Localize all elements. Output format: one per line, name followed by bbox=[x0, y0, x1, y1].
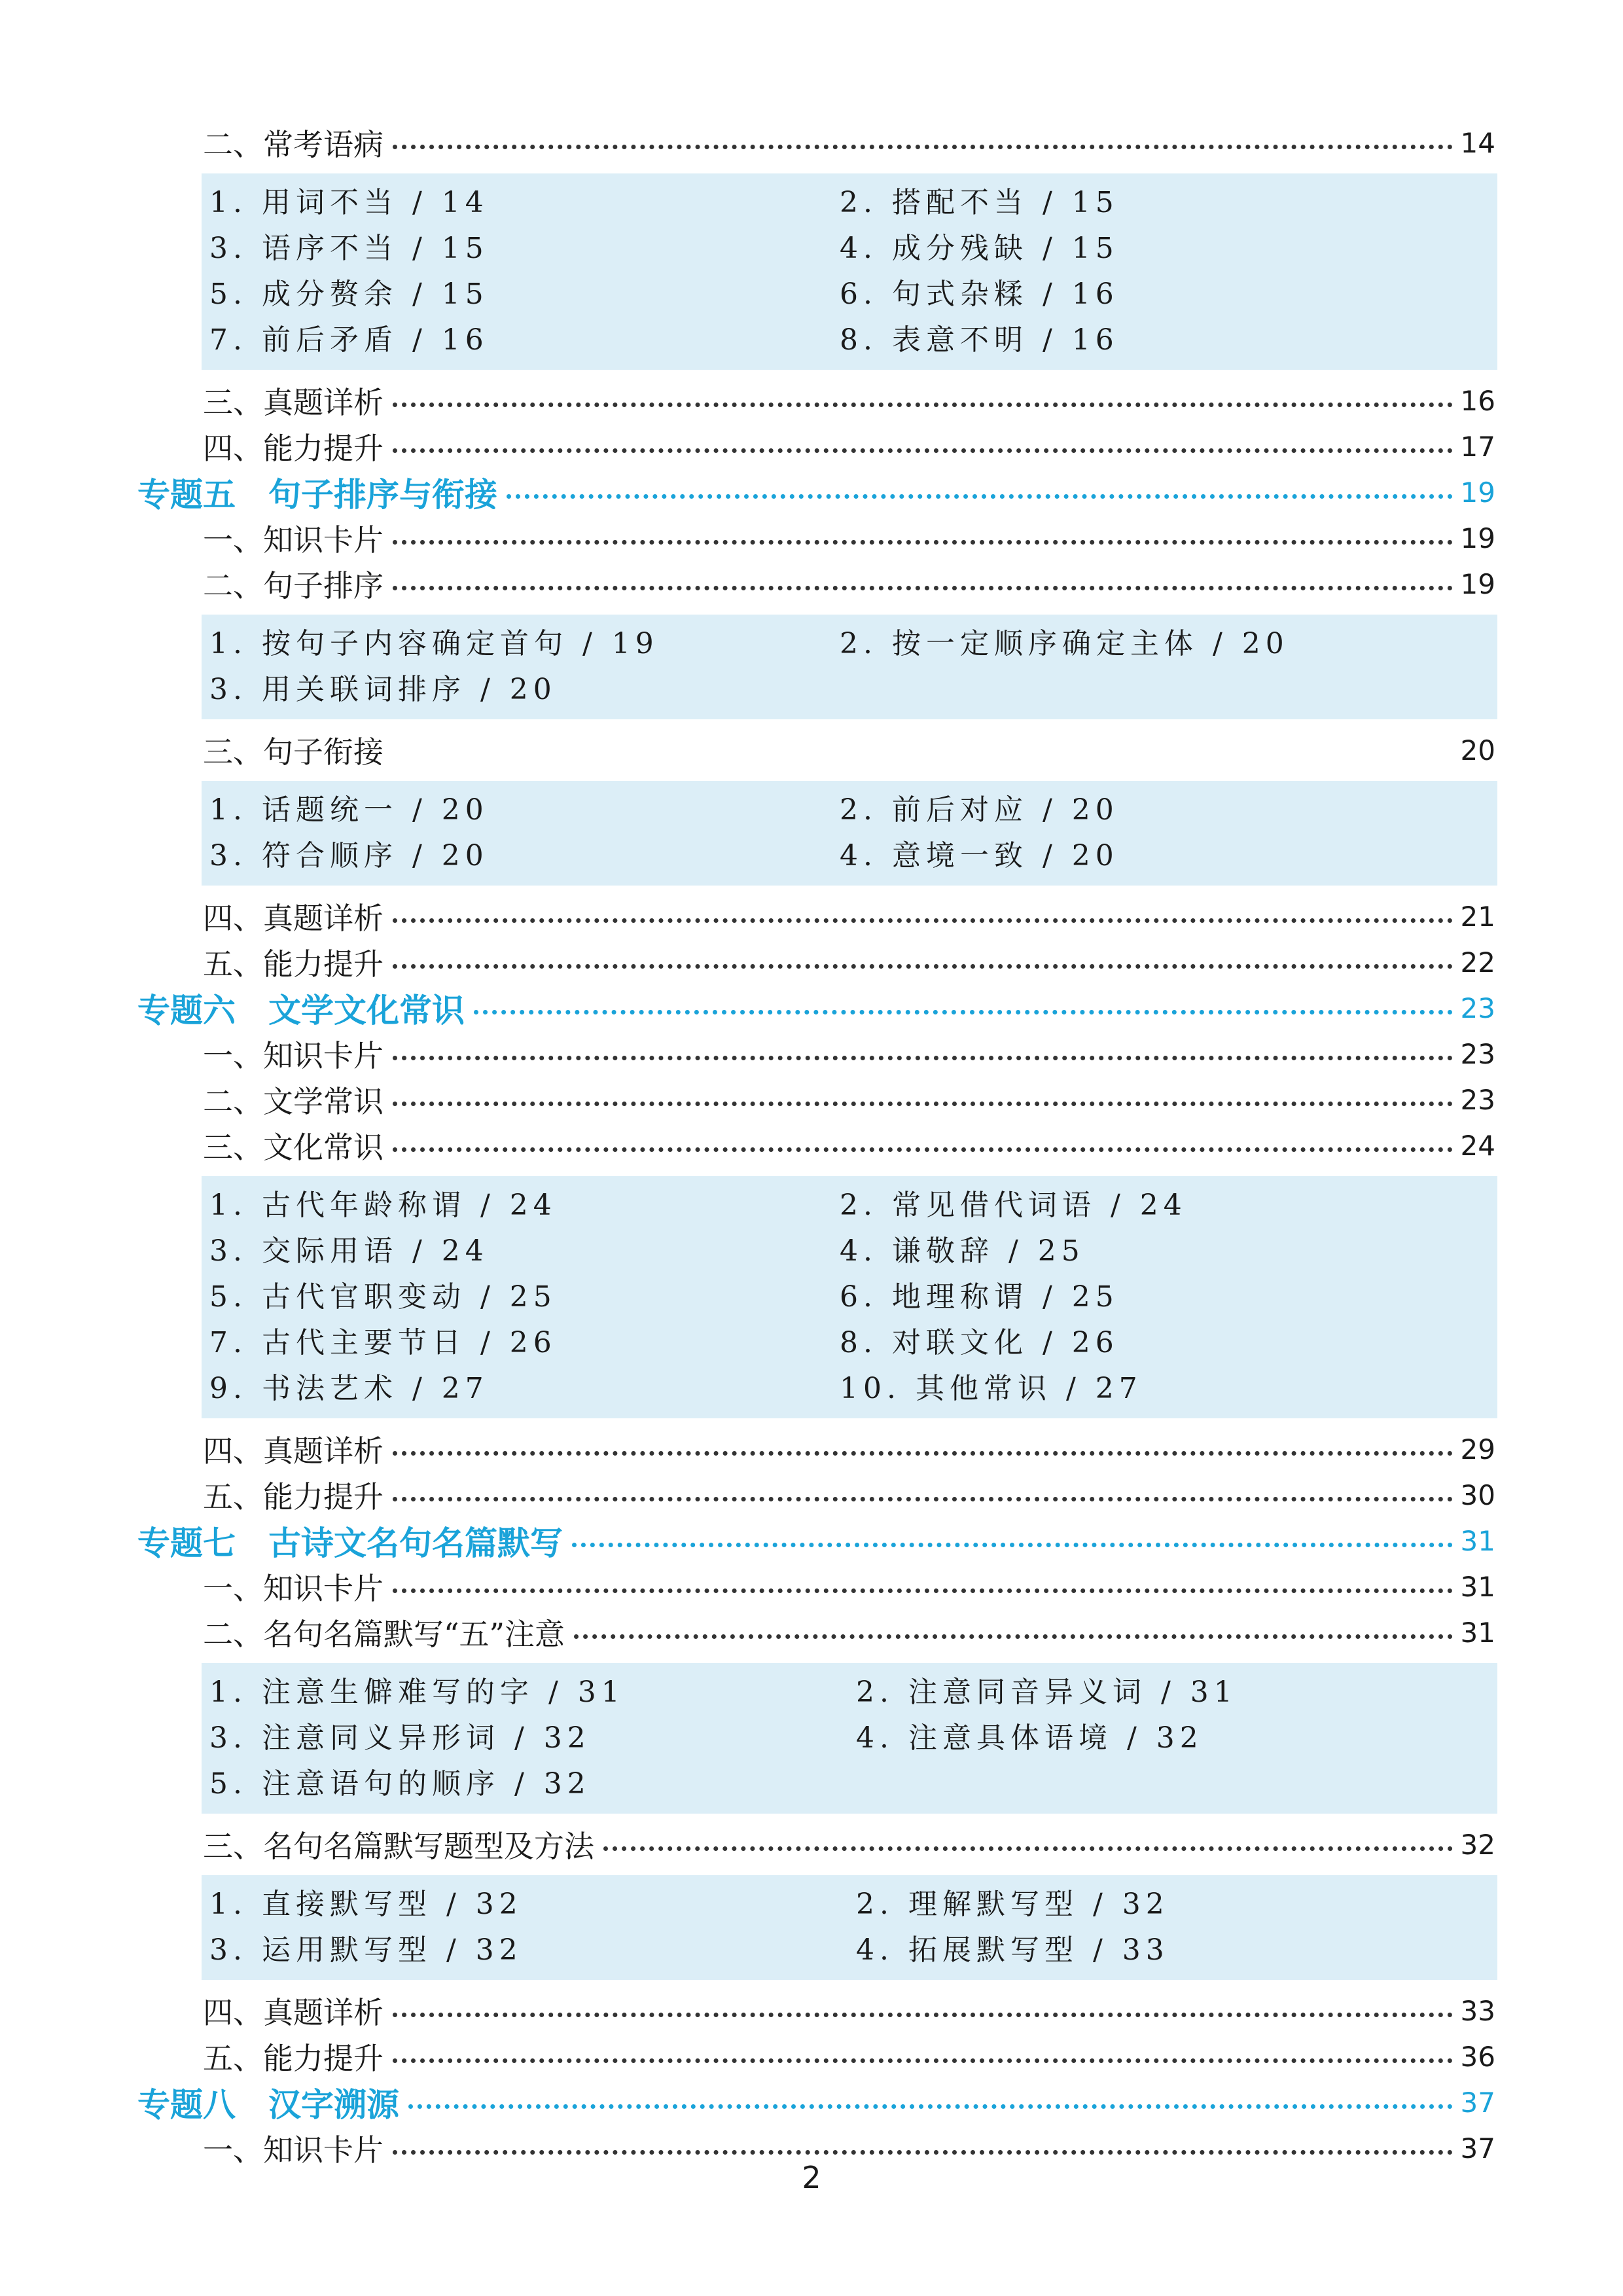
page-ref: 23 bbox=[1460, 1037, 1495, 1070]
subtopic-item[interactable]: 4. 注意具体语境 / 32 bbox=[856, 1721, 1204, 1755]
page-ref: 37 bbox=[1460, 2086, 1495, 2119]
section-row[interactable] bbox=[203, 378, 1495, 423]
section-title: 三、名句名篇默写题型及方法 bbox=[203, 1829, 594, 1864]
page-ref: 23 bbox=[1460, 992, 1495, 1024]
section-row[interactable] bbox=[203, 939, 1495, 985]
page-ref: 19 bbox=[1460, 522, 1495, 554]
subtopic-item[interactable]: 2. 前后对应 / 20 bbox=[840, 793, 1119, 827]
section-title: 四、能力提升 bbox=[203, 431, 383, 466]
section-title: 五、能力提升 bbox=[203, 946, 383, 982]
subtopic-item[interactable]: 1. 古代年龄称谓 / 24 bbox=[209, 1189, 557, 1222]
page-ref: 31 bbox=[1460, 1570, 1495, 1603]
dot-leader bbox=[393, 540, 1453, 545]
subtopic-item[interactable]: 2. 注意同音异义词 / 31 bbox=[856, 1676, 1238, 1709]
dot-leader bbox=[408, 2104, 1453, 2109]
subtopic-item[interactable]: 7. 古代主要节日 / 26 bbox=[209, 1326, 557, 1359]
section-row[interactable] bbox=[203, 727, 1495, 773]
topic-title: 专题七 古诗文名句名篇默写 bbox=[137, 1524, 563, 1562]
section-title: 一、知识卡片 bbox=[203, 522, 383, 558]
subtopic-box bbox=[202, 781, 1497, 886]
subtopic-item[interactable]: 3. 语序不当 / 15 bbox=[209, 232, 489, 265]
dot-leader bbox=[603, 1846, 1453, 1851]
subtopic-item[interactable]: 3. 运用默写型 / 32 bbox=[209, 1933, 523, 1967]
dot-leader bbox=[393, 1056, 1453, 1060]
section-title: 二、文学常识 bbox=[203, 1084, 383, 1119]
page-number: 2 bbox=[802, 2160, 821, 2195]
dot-leader bbox=[574, 1634, 1453, 1639]
dot-leader bbox=[393, 918, 1453, 923]
subtopic-item[interactable]: 4. 意境一致 / 20 bbox=[840, 839, 1119, 872]
section-row[interactable] bbox=[203, 120, 1495, 166]
section-title: 五、能力提升 bbox=[203, 1479, 383, 1515]
subtopic-item[interactable]: 1. 话题统一 / 20 bbox=[209, 793, 489, 827]
section-title: 二、常考语病 bbox=[203, 127, 383, 162]
topic-title: 专题八 汉字溯源 bbox=[137, 2085, 399, 2124]
section-row[interactable] bbox=[203, 1472, 1495, 1518]
section-title: 五、能力提升 bbox=[203, 2041, 383, 2076]
section-title: 四、真题详析 bbox=[203, 901, 383, 936]
dot-leader bbox=[393, 586, 1453, 590]
section-row[interactable] bbox=[203, 1122, 1495, 1168]
section-title: 三、真题详析 bbox=[203, 385, 383, 420]
section-title: 三、文化常识 bbox=[203, 1130, 383, 1165]
section-row[interactable] bbox=[203, 1821, 1495, 1867]
page-ref: 17 bbox=[1460, 430, 1495, 463]
subtopic-box bbox=[202, 1663, 1497, 1814]
dot-leader bbox=[393, 1588, 1453, 1593]
section-row[interactable] bbox=[203, 2034, 1495, 2079]
topic-heading-row[interactable] bbox=[137, 469, 1495, 515]
dot-leader bbox=[393, 2013, 1453, 2017]
topic-heading-row[interactable] bbox=[137, 2079, 1495, 2125]
page-ref: 20 bbox=[1460, 734, 1495, 766]
subtopic-item[interactable]: 6. 句式杂糅 / 16 bbox=[840, 278, 1119, 311]
subtopic-item[interactable]: 5. 古代官职变动 / 25 bbox=[209, 1280, 557, 1314]
subtopic-item[interactable]: 6. 地理称谓 / 25 bbox=[840, 1280, 1119, 1314]
subtopic-box bbox=[202, 1875, 1497, 1980]
section-row[interactable] bbox=[203, 1077, 1495, 1122]
subtopic-item[interactable]: 1. 直接默写型 / 32 bbox=[209, 1888, 523, 1921]
dot-leader bbox=[393, 403, 1453, 407]
subtopic-item[interactable]: 8. 对联文化 / 26 bbox=[840, 1326, 1119, 1359]
subtopic-item[interactable]: 5. 成分赘余 / 15 bbox=[209, 278, 489, 311]
subtopic-item[interactable]: 3. 交际用语 / 24 bbox=[209, 1234, 489, 1268]
subtopic-item[interactable]: 2. 常见借代词语 / 24 bbox=[840, 1189, 1187, 1222]
section-title: 四、真题详析 bbox=[203, 1433, 383, 1469]
dot-leader bbox=[393, 2058, 1453, 2063]
page-ref: 19 bbox=[1460, 567, 1495, 600]
page-ref: 31 bbox=[1460, 1616, 1495, 1649]
subtopic-item[interactable]: 1. 按句子内容确定首句 / 19 bbox=[209, 627, 659, 660]
section-title: 一、知识卡片 bbox=[203, 1038, 383, 1073]
subtopic-item[interactable]: 2. 按一定顺序确定主体 / 20 bbox=[840, 627, 1289, 660]
dot-leader bbox=[393, 448, 1453, 453]
dot-leader bbox=[572, 1543, 1453, 1547]
section-title: 二、名句名篇默写“五”注意 bbox=[203, 1617, 565, 1652]
dot-leader bbox=[393, 145, 1453, 149]
page-ref: 37 bbox=[1460, 2132, 1495, 2164]
topic-heading-row[interactable] bbox=[137, 985, 1495, 1031]
subtopic-item[interactable]: 1. 注意生僻难写的字 / 31 bbox=[209, 1676, 625, 1709]
section-title: 一、知识卡片 bbox=[203, 1571, 383, 1606]
subtopic-item[interactable]: 10. 其他常识 / 27 bbox=[840, 1372, 1143, 1405]
page-ref: 14 bbox=[1460, 126, 1495, 159]
section-row[interactable] bbox=[203, 1609, 1495, 1655]
dot-leader bbox=[393, 964, 1453, 969]
page-ref: 32 bbox=[1460, 1828, 1495, 1861]
subtopic-box bbox=[202, 1176, 1497, 1418]
page-ref: 36 bbox=[1460, 2040, 1495, 2073]
page-ref: 29 bbox=[1460, 1433, 1495, 1465]
subtopic-item[interactable]: 9. 书法艺术 / 27 bbox=[209, 1372, 489, 1405]
page-ref: 31 bbox=[1460, 1524, 1495, 1557]
topic-heading-row[interactable] bbox=[137, 1518, 1495, 1564]
page-ref: 23 bbox=[1460, 1083, 1495, 1116]
page-ref: 33 bbox=[1460, 1994, 1495, 2027]
dot-leader bbox=[474, 1010, 1453, 1014]
page-ref: 21 bbox=[1460, 900, 1495, 933]
section-row[interactable] bbox=[203, 561, 1495, 607]
section-title: 一、知识卡片 bbox=[203, 2132, 383, 2168]
section-row[interactable] bbox=[203, 423, 1495, 469]
dot-leader bbox=[393, 1147, 1453, 1152]
subtopic-item[interactable]: 2. 理解默写型 / 32 bbox=[856, 1888, 1169, 1921]
subtopic-item[interactable]: 4. 拓展默写型 / 33 bbox=[856, 1933, 1169, 1967]
subtopic-item[interactable]: 3. 注意同义异形词 / 32 bbox=[209, 1721, 591, 1755]
section-title: 四、真题详析 bbox=[203, 1995, 383, 2030]
section-title: 二、句子排序 bbox=[203, 568, 383, 603]
page-ref: 30 bbox=[1460, 1479, 1495, 1511]
subtopic-item[interactable]: 4. 成分残缺 / 15 bbox=[840, 232, 1119, 265]
subtopic-item[interactable]: 3. 符合顺序 / 20 bbox=[209, 839, 489, 872]
subtopic-box bbox=[202, 615, 1497, 719]
subtopic-item[interactable]: 2. 搭配不当 / 15 bbox=[840, 186, 1119, 219]
page-ref: 22 bbox=[1460, 946, 1495, 978]
page-ref: 24 bbox=[1460, 1129, 1495, 1162]
section-row[interactable] bbox=[203, 893, 1495, 939]
topic-title: 专题六 文学文化常识 bbox=[137, 991, 465, 1030]
topic-title: 专题五 句子排序与衔接 bbox=[137, 475, 497, 514]
page-ref: 16 bbox=[1460, 384, 1495, 417]
section-row[interactable] bbox=[203, 1564, 1495, 1609]
section-title: 三、句子衔接 bbox=[203, 734, 383, 770]
section-row[interactable] bbox=[203, 1988, 1495, 2034]
dot-leader bbox=[393, 2150, 1453, 2155]
subtopic-item[interactable]: 3. 用关联词排序 / 20 bbox=[209, 673, 557, 706]
dot-leader bbox=[507, 494, 1453, 499]
dot-leader bbox=[393, 752, 1453, 757]
subtopic-item[interactable]: 7. 前后矛盾 / 16 bbox=[209, 323, 489, 357]
subtopic-item[interactable]: 4. 谦敬辞 / 25 bbox=[840, 1234, 1085, 1268]
subtopic-box bbox=[202, 173, 1497, 370]
section-row[interactable] bbox=[203, 1031, 1495, 1077]
subtopic-item[interactable]: 8. 表意不明 / 16 bbox=[840, 323, 1119, 357]
page-ref: 19 bbox=[1460, 476, 1495, 509]
dot-leader bbox=[393, 1497, 1453, 1501]
subtopic-item[interactable]: 5. 注意语句的顺序 / 32 bbox=[209, 1767, 591, 1801]
dot-leader bbox=[393, 1102, 1453, 1106]
subtopic-item[interactable]: 1. 用词不当 / 14 bbox=[209, 186, 489, 219]
dot-leader bbox=[393, 1451, 1453, 1456]
section-row[interactable] bbox=[203, 1426, 1495, 1472]
section-row[interactable] bbox=[203, 515, 1495, 561]
